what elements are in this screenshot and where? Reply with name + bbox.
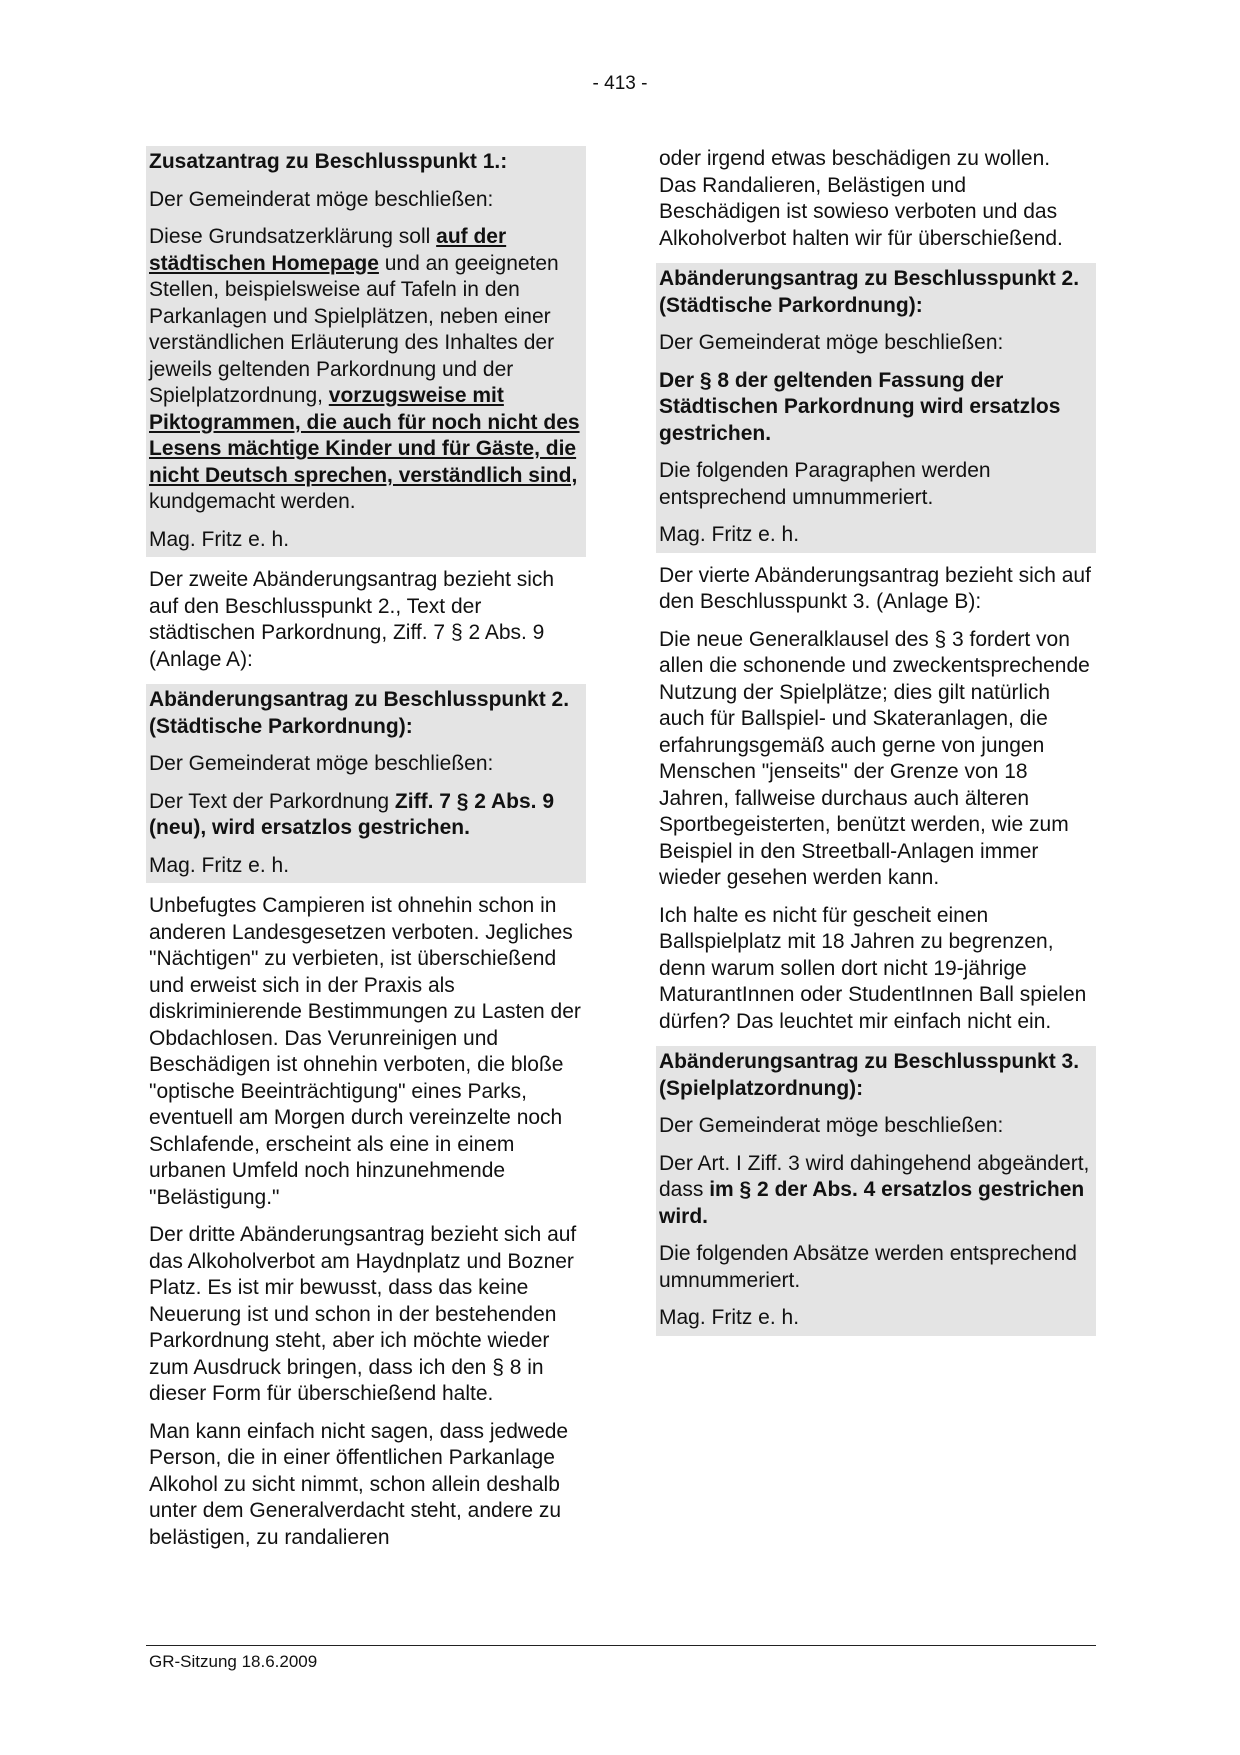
motion-intro: Der Gemeinderat möge beschließen: [659,1114,1004,1137]
body-paragraph: Der zweite Abänderungsantrag bezieht sich auf den Beschlusspunkt 2., Text der städtischen Parkordnung, Ziff. 7 § 2 Abs. 9 (Anlage A): [149,568,555,671]
motion-box-amendment-3 [656,1046,1096,1336]
body-paragraph: Der dritte Abänderungsantrag bezieht sich auf das Alkoholverbot am Haydnplatz und Bozner Platz. Es ist mir bewusst, dass das keine Neuerung ist und schon in der bestehenden Parkordnung steht, aber ich möchte wieder zum Ausdruck bringen, dass ich den § 8 in dieser Form für überschießend halte. [149,1223,577,1405]
motion-box-amendment-2a [146,684,586,883]
footer-divider [146,1645,1096,1646]
body-paragraph: Unbefugtes Campieren ist ohnehin schon in anderen Landesgesetzen verboten. Jegliches "Nächtigen" zu verbieten, ist überschießend und erweist sich in der Praxis als diskriminierende Bestimmungen zu Lasten der Obdachlosen. Das Verunreinigen und Beschädigen ist ohnehin verboten, die bloße "optische Beeinträchtigung" eines Parks, eventuell am Morgen durch vereinzelte noch Schlafende, erscheint als eine in einem urbanen Umfeld noch hinzunehmende "Belästigung." [149,894,581,1209]
motion-signature: Mag. Fritz e. h. [149,853,290,877]
motion-intro: Der Gemeinderat möge beschließen: [659,331,1004,354]
motion-intro: Der Gemeinderat möge beschließen: [149,187,494,211]
motion-heading: Zusatzantrag zu Beschlusspunkt 1.: [149,150,508,173]
motion-text: Der Art. I Ziff. 3 wird dahingehend abgeändert, dass im § 2 der Abs. 4 ersatzlos gestrichen wird. [659,1151,1090,1228]
footer-session-date: GR-Sitzung 18.6.2009 [149,1652,318,1671]
body-paragraph: Ich halte es nicht für gescheit einen Ballspielplatz mit 18 Jahren zu begrenzen, denn warum sollen dort nicht 19-jährige MaturantInnen oder StudentInnen Ball spielen dürfen? Das leuchtet mir einfach nicht ein. [659,903,1087,1033]
motion-text: Diese Grundsatzerklärung soll auf der städtischen Homepage und an geeigneten Stellen, beispielsweise auf Tafeln in den Parkanlagen und Spielplätzen, neben einer verständlichen Erläuterung des Inhaltes der jeweils geltenden Parkordnung und der Spielplatzordnung, vorzugsweise mit Piktogrammen, die auch für noch nicht des Lesens mächtige Kinder und für Gäste, die nicht Deutsch sprechen, verständlich sind, kundgemacht werden. [149,225,580,513]
motion-text: Der Text der Parkordnung Ziff. 7 § 2 Abs. 9 (neu), wird ersatzlos gestrichen. [149,789,555,839]
page-number: - 413 - [592,73,648,94]
motion-followup: Die folgenden Paragraphen werden entsprechend umnummeriert. [659,459,991,509]
body-paragraph: Der vierte Abänderungsantrag bezieht sich auf den Beschlusspunkt 3. (Anlage B): [659,563,1091,613]
motion-box-supplementary-1 [146,146,586,557]
motion-box-amendment-2b [656,263,1096,553]
motion-text: Der § 8 der geltenden Fassung der Städtischen Parkordnung wird ersatzlos gestrichen. [659,368,1061,445]
body-paragraph: oder irgend etwas beschädigen zu wollen. Das Randalieren, Belästigen und Beschädigen ist sowieso verboten und das Alkoholverbot halten wir für überschießend. [659,147,1063,250]
motion-intro: Der Gemeinderat möge beschließen: [149,752,494,775]
body-paragraph: Man kann einfach nicht sagen, dass jedwede Person, die in einer öffentlichen Parkanlage Alkohol zu sicht nimmt, schon allein deshalb unter dem Generalverdacht steht, andere zu belästigen, zu randalieren [149,1419,569,1549]
motion-signature: Mag. Fritz e. h. [659,523,800,546]
motion-signature: Mag. Fritz e. h. [659,1306,800,1329]
motion-signature: Mag. Fritz e. h. [149,527,290,551]
left-column [146,146,586,1562]
body-paragraph: Die neue Generalklausel des § 3 fordert von allen die schonende und zweckentsprechende Nutzung der Spielplätze; dies gilt natürlich auch für Ballspiel- und Skateranlagen, die erfahrungsgemäß auch gerne von jungen Menschen "jenseits" der Grenze von 18 Jahren, fallweise durchaus auch älteren Sportbegeisterten, benützt werden, wie zum Beispiel in den Streetball-Anlagen immer wieder gesehen werden kann. [659,627,1090,889]
motion-heading: Abänderungsantrag zu Beschlusspunkt 3. (Spielplatzordnung): [659,1050,1080,1100]
motion-followup: Die folgenden Absätze werden entsprechend umnummeriert. [659,1242,1077,1292]
motion-heading: Abänderungsantrag zu Beschlusspunkt 2. (Städtische Parkordnung): [659,267,1080,317]
motion-heading: Abänderungsantrag zu Beschlusspunkt 2. (Städtische Parkordnung): [149,688,570,738]
right-column [656,146,1096,1346]
